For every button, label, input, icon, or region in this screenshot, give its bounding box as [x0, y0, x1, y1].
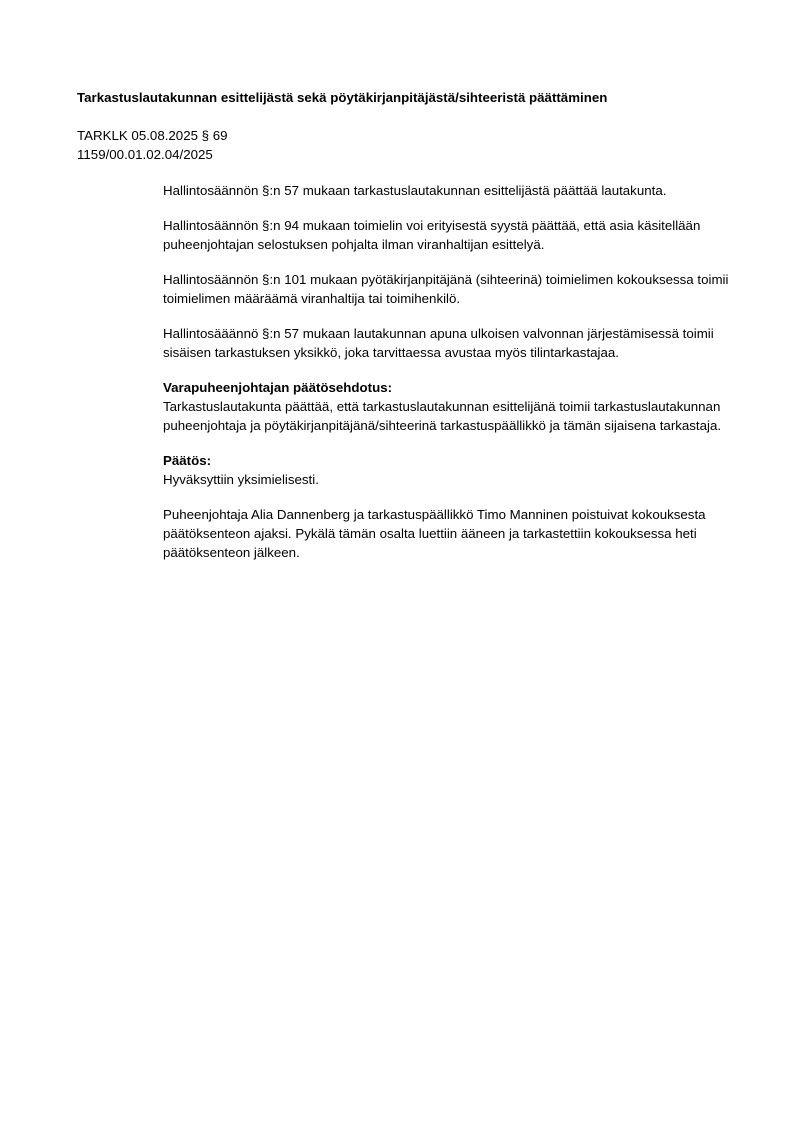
paragraph-puheenjohtajan-selostus: Hallintosäännön §:n 94 mukaan toimielin voi erityisestä syystä päättää, että asia käsitellään puheenjohtajan selostuksen pohjalta ilman viranhaltijan esittelyä.	[163, 218, 701, 252]
proposal-section	[163, 378, 738, 435]
decision-label: Päätös:	[163, 453, 212, 468]
proposal-text: Tarkastuslautakunta päättää, että tarkastuslautakunnan esittelijänä toimii tarkastuslautakunnan puheenjohtaja ja pöytäkirjanpitäjänä/sihteerinä tarkastuspäällikkö ja tämän sijaisena tarkastaja.	[163, 399, 722, 433]
meeting-reference: TARKLK 05.08.2025 § 69	[77, 128, 228, 143]
proposal-label: Varapuheenjohtajan päätösehdotus:	[163, 380, 393, 395]
paragraph-esittelija: Hallintosäännön §:n 57 mukaan tarkastuslautakunnan esittelijästä päättää lautakunta.	[163, 183, 667, 198]
paragraph-sisainen-tarkastus: Hallintosääännö §:n 57 mukaan lautakunnan apuna ulkoisen valvonnan järjestämisessä toimii sisäisen tarkastuksen yksikkö, joka tarvittaessa avustaa myös tilintarkastajaa.	[163, 326, 714, 360]
paragraph-poytakirjanpitaja: Hallintosäännön §:n 101 mukaan pyötäkirjanpitäjänä (sihteerinä) toimielimen kokouksessa toimii toimielimen määräämä viranhaltija tai toimihenkilö.	[163, 272, 729, 306]
decision-section	[163, 451, 738, 489]
closing-paragraph: Puheenjohtaja Alia Dannenberg ja tarkastuspäällikkö Timo Manninen poistuivat kokouksesta päätöksenteon ajaksi. Pykälä tämän osalta luettiin ääneen ja tarkastettiin kokouksessa heti päätöksenteon jälkeen.	[163, 507, 706, 560]
reference-block	[77, 126, 228, 164]
document-title: Tarkastuslautakunnan esittelijästä sekä pöytäkirjanpitäjästä/sihteeristä päättäminen	[77, 90, 608, 105]
document-body	[163, 181, 738, 578]
record-number: 1159/00.01.02.04/2025	[77, 147, 213, 162]
decision-text: Hyväksyttiin yksimielisesti.	[163, 472, 319, 487]
